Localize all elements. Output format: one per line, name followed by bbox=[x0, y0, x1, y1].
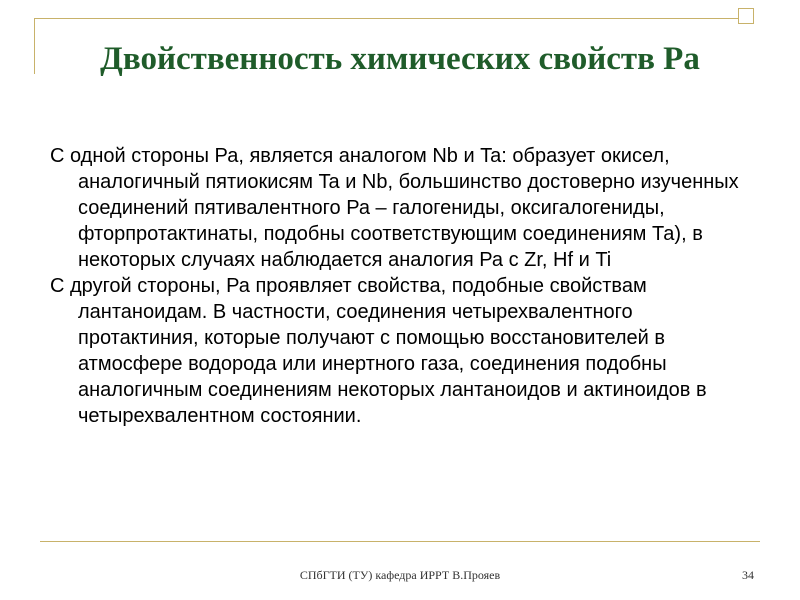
top-divider bbox=[34, 18, 754, 19]
footer-text: СПбГТИ (ТУ) кафедра ИРРТ В.Прояев bbox=[299, 568, 501, 582]
paragraph-second: С другой стороны, Ра проявляет свойства, подобные свойствам лантаноидам. В частности, соединения четырехвалентного протактиния, которые получают с помощью восстановителей в атмосфере водорода или инертного газа, соединения подобны аналогичным соединениям некоторых лантаноидов и актиноидов в четырехвалентном состоянии. bbox=[50, 275, 707, 427]
slide-body bbox=[50, 143, 750, 429]
page-number: 34 bbox=[742, 568, 754, 582]
slide-title: Двойственность химических свойств Ра bbox=[100, 41, 700, 77]
paragraph-first: С одной стороны Ра, является аналогом Nb и Ta: образует окисел, аналогичный пятиокисям Ta и Nb, большинство достоверно изученных соединений пятивалентного Ра – галогениды, оксигалогениды, фторпротактинаты, подобны соответствующим соединениям Та), в некоторых случаях наблюдается аналогия Ра с Zr, Hf и Ti bbox=[50, 145, 739, 271]
bottom-divider bbox=[40, 541, 760, 542]
corner-square-decoration bbox=[738, 8, 754, 24]
left-divider bbox=[34, 18, 35, 74]
